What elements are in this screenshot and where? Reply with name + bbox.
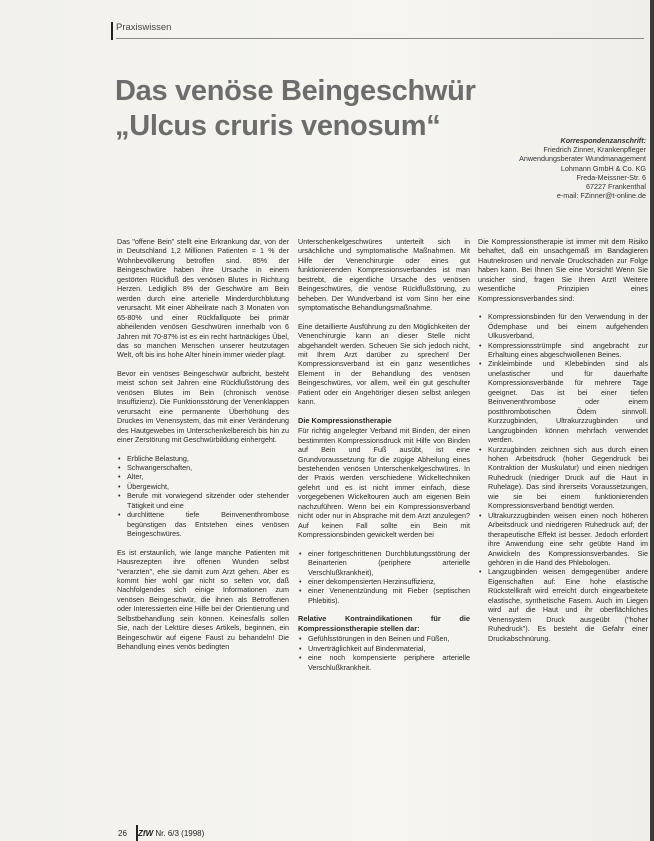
author-line: 67227 Frankenthal [586,182,646,192]
scan-edge [650,0,654,841]
list-item: • Schwangerschaften, [127,463,289,472]
risk-factor-list [117,454,289,539]
header-rule [116,38,644,39]
paragraph: Die Kompressionstherapie ist immer mit dem Risiko behaftet, daß ein unsachgemäß im Bandagieren Hautnekrosen und nervale Druckschäden zur Folge haben kann. Bei Ihnen Sie eine Vorsicht! Wenn Sie unsicher sind, fragen Sie Ihren Arzt! Weitere wesentliche Prinzipien eines Kompressionsverbandes sind: [478,237,648,303]
list-item: • einer fortgeschrittenen Durchblutungsstörung der Beinarterien (periphere arterielle Verschlußkrankheit), [308,549,470,577]
title-line-2: „Ulcus cruris venosum“ [115,110,441,142]
list-item: • Kompressionsstrümpfe sind angebracht zur Erhaltung eines abgeschwollenen Beines. [488,341,648,360]
magazine-name: ZfW [138,829,154,838]
header-mark [111,22,113,40]
article-title [115,74,476,144]
subsection-heading: Relative Kontraindikationen für die Kompressionstherapie stellen dar: [298,614,470,633]
relative-contraindication-list [298,634,470,672]
list-item: • Ultrakurzzugbinden weisen einen noch höheren Arbeitsdruck und niedrigeren Ruhedruck auf; der therapeutische Effekt ist besser. Jedoch erfordert ihre Anwendung eine sehr geübte Hand im Anwickeln des Kompressionsverbandes. Sie gehören in die Hand des Phlebologen. [488,511,648,568]
list-item: • einer Venenentzündung mit Fieber (septischen Phlebitis). [308,586,470,605]
section-header: Praxiswissen [116,22,172,33]
paragraph: Eine detaillierte Ausführung zu den Möglichkeiten der Venenchirurgie kann an dieser Stelle nicht abgehandelt werden. Scheuen Sie sich jedoch nicht, mit Ihrem Arzt darüber zu sprechen! Der Kompressionsverband ist ein ganz wesentliches Element in der Behandlung des venösen Beingeschwüres, vor allem, weil ein gut geschulter Patient oder ein Angehöriger diesen selbst anlegen kann. [298,321,470,407]
list-item: • Zinkleimbinde und Klebebinden sind als unelastischer und für dauerhafte Kompressionsverbände für mehrere Tage geeignet. Das ist bei einer tiefen Beinvenenthrombose oder einem postthrombotischen Ödem sinnvoll. Kurzzugbinden, Ultrakurzzugbinden und Langzugbinden können mehrfach verwendet werden. [488,359,648,444]
list-item: • durchlittene tiefe Beinvenenthrombose begünstigen das Entstehen eines venösen Beingeschwüres. [127,510,289,538]
text-column-3 [478,237,648,652]
list-item: • Kurzzugbinden zeichnen sich aus durch einen hohen Arbeitsdruck (hoher Gegendruck bei Kontraktion der Muskulatur) und einen niedrigen Ruhedruck (niedriger Druck auf die Haut in Ruhelage). Das sind ihrerseits Voraussetzungen, wie sie bei einem funktionierenden Kompressionsverband benötigt werden. [488,445,648,511]
text-column-2 [298,237,470,681]
author-email[interactable]: e-mail: FZinner@t-online.de [556,191,646,201]
list-item: • Langzugbinden weisen demgegenüber andere Eigenschaften auf: Eine hohe elastische Rückstellkraft wird erreicht durch eingearbeitete elastische, synthetische Fasern. Auch im Liegen wird auf die Haut und ihr oberflächliches Venensystem Druck ausgeübt ("hoher Ruhedruck"). Es besteht die Gefahr einer Druckabschnürung. [488,567,648,643]
title-line-1: Das venöse Beingeschwür [115,75,476,107]
issue-info: Nr. 6/3 (1998) [155,829,205,838]
page-footer [118,829,204,838]
author-line: Lohmann GmbH & Co. KG [560,163,646,173]
paragraph: Unterschenkelgeschwüres unterteilt sich in ursächliche und symptomatische Maßnahmen. Mit Hilfe der Venenchirurgie oder eines gut funktionierenden Kompressionsverbandes ist man bestrebt, die eigentliche Ursache des venösen Beingeschwüres, die venöse Rückflußstörung, zu beheben. Der Wundverband ist vom Sinn her eine symptomatische Behandlungsmaßnahme. [298,237,470,313]
paragraph: Es ist erstaunlich, wie lange manche Patienten mit Hausrezepten ihre offenen Wunden selbst "verarzten", ehe sie damit zum Arzt gehen. Aber es kommt hier wohl gar nicht so selten vor, daß Nachfolgendes sich einige Informationen zum venösen Beingeschwür, die ihnen als Betroffenen oder Interessierten eine Hilfe bei der Orientierung und Selbstbehandlung sein können. Keinesfalls sollen Sie, nach der Lektüre dieses Artikels, beginnen, ein Beingeschwür auf eigene Faust zu behandeln! Die Behandlung eines venös bedingten [117,547,289,652]
list-item: • Übergewicht, [127,482,289,491]
bandage-type-list [478,312,648,643]
author-line: Anwendungsberater Wundmanagement [519,154,646,164]
text-column-1 [117,237,289,661]
section-heading: Die Kompressionstherapie [298,415,392,425]
paragraph: Für richtig angelegter Verband mit Binden, der einen bestimmten Kompressionsdruck mit Hilfe von Binden auf Bein und Fuß ausübt, ist eine Grundvoraussetzung für die zügige Abheilung eines bestehenden venösen Unterschenkelgeschwüres. In der Praxis werden verschiedene Wickeltechniken gelehrt und es ist nicht immer einfach, diese vorgegebenen Wickeltouren auch am eigenen Bein nachzuführen. Wenn bei ein Kompressionsverband nicht oder nur in Absprache mit dem Arzt anzulegen? Auf keinen Fall sollte ein Bein mit Kompressionsbinden gewickelt werden bei [298,426,470,540]
list-item: • Berufe mit vorwiegend sitzender oder stehender Tätigkeit und eine [127,491,289,510]
list-item: • Unverträglichkeit auf Bindenmaterial, [308,644,470,653]
contraindication-list [298,549,470,606]
list-item: • Erbliche Belastung, [127,454,289,463]
author-line: Freda-Meissner-Str. 6 [576,172,646,182]
author-label: Korrespondenzanschrift: [560,136,646,145]
list-item: • Alter, [127,472,289,481]
list-item: • Gefühlsstörungen in den Beinen und Füßen, [308,634,470,643]
paragraph: Bevor ein venöses Beingeschwür aufbricht, besteht meist schon seit Jahren eine Rückflußstörung des venösen Blutes im Bein (chronisch venöse Insuffizienz). Die Funktionsstörung der Venenklappen verursacht eine permanente Überhöhung des Druckes im Venensystem, das mit einer Veränderung des Hautgewebes im Unterschenkelbereich bis hin zu einer Zerstörung mit Geschwürbildung einhergeht. [117,368,289,445]
page-number: 26 [118,829,127,838]
list-item: • einer dekompensierten Herzinsuffizienz, [308,577,470,586]
author-block [446,136,646,200]
list-item: • Kompressionsbinden für den Verwendung in der Ödemphase und bei einem aufgehenden Ulkusverband, [488,312,648,340]
author-line: Friedrich Zinner, Krankenpfleger [543,145,646,155]
list-item: • eine noch kompensierte periphere arterielle Verschlußkrankheit. [308,653,470,672]
paragraph: Das "offene Bein" stellt eine Erkrankung dar, von der in Deutschland 1,2 Millionen Patienten = 1 % der Wohnbevölkerung betroffen sind. 85% der Beingeschwüre haben ihre Ursache in einem gestörten Rückfluß des venösen Blutes in Richtung Herzen. Lediglich 8% der Geschwüre am Bein werden durch eine arterielle Minderdurchblutung verursacht. Mit einer Abheilrate nach 3 Monaten von 65-80% und einer Rückfallquote bei primär abheilenden venösen Geschwüren innerhalb von 6 Jahren mit 70-87% ist es ein recht hartnäckiges Übel, das so manchen Menschen unserer heutzutagen Welt, oft bis ins hohe Alter hinein immer wieder plagt. [117,237,289,360]
